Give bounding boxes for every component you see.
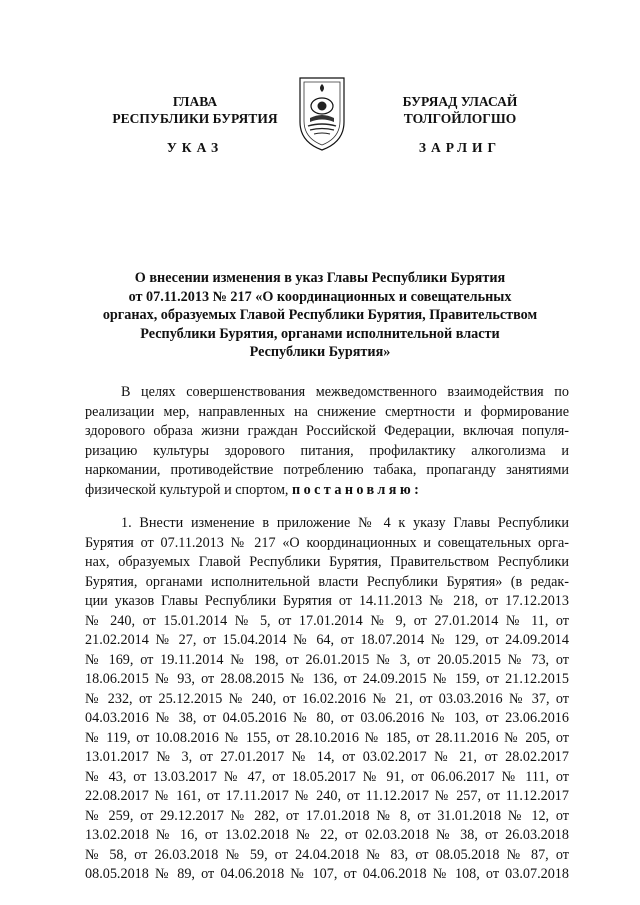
header-right	[360, 93, 560, 156]
paragraph-line: наркомании, противодействие потреблению табака, пропаганду занятиями	[85, 462, 569, 478]
paragraph-line: здорового образа жизни граждан Российской Федерации, включая популя-	[85, 423, 569, 439]
header-left-line1: ГЛАВА	[172, 94, 218, 109]
paragraph-line: физической культурой и спортом,	[85, 481, 289, 498]
title-line: Республики Бурятия, органами исполнительной власти	[140, 325, 500, 342]
paragraph-line: № 259, от 29.12.2017 № 282, от 17.01.2018 № 8, от 31.01.2018 № 12, от	[85, 807, 569, 824]
header-right-line2: ТОЛГОЙЛОГШО	[403, 111, 517, 126]
paragraph-line: 04.03.2016 № 38, от 04.05.2016 № 80, от 03.06.2016 № 103, от 23.06.2016	[85, 710, 569, 726]
coat-of-arms-icon	[296, 72, 348, 152]
paragraph-line: В целях совершенствования межведомственного взаимодействия по	[121, 384, 569, 400]
paragraph-line: № 240, от 15.01.2014 № 5, от 17.01.2014 № 9, от 27.01.2014 № 11, от	[85, 612, 569, 629]
paragraph-line: № 58, от 26.03.2018 № 59, от 24.04.2018 № 83, от 08.05.2018 № 87, от	[85, 846, 569, 863]
title-line: от 07.11.2013 № 217 «О координационных и совещательных	[128, 288, 512, 305]
paragraph-line: реализации мер, направленных на снижение смертности и формирование	[85, 403, 569, 420]
paragraph-line: Бурятия от 07.11.2013 № 217 «О координационных и совещательных орга-	[85, 534, 569, 551]
paragraph-line: 13.02.2018 № 16, от 13.02.2018 № 22, от 02.03.2018 № 38, от 26.03.2018	[85, 827, 569, 843]
paragraph-line: 08.05.2018 № 89, от 04.06.2018 № 107, от 04.06.2018 № 108, от 03.07.2018	[85, 866, 569, 882]
paragraph-line: ции указов Главы Республики Бурятия от 14.11.2013 № 218, от 17.12.2013	[85, 593, 569, 609]
header-right-doc-type: ЗАРЛИГ	[418, 140, 502, 155]
title-line: органах, образуемых Главой Республики Бурятия, Правительством	[102, 307, 538, 324]
paragraph-line: № 43, от 13.03.2017 № 47, от 18.05.2017 № 91, от 06.06.2017 № 111, от	[85, 768, 569, 785]
paragraph-line: Бурятия, органами исполнительной власти Республики Бурятия» (в редак-	[85, 573, 569, 590]
item-1-paragraph	[85, 514, 569, 885]
decree-word: постановляю:	[292, 481, 423, 498]
paragraph-line: нах, образуемых Главой Республики Бурятия, Правительством Республики	[85, 554, 569, 570]
paragraph-line: 1. Внести изменение в приложение № 4 к указу Главы Республики	[121, 515, 569, 531]
paragraph-line: ризацию культуры здорового питания, профилактику алкоголизма и	[85, 442, 569, 459]
paragraph-line: 22.08.2017 № 161, от 17.11.2017 № 240, от 11.12.2017 № 257, от 11.12.2017	[85, 788, 569, 804]
paragraph-line: № 232, от 25.12.2015 № 240, от 16.02.2016 № 21, от 03.03.2016 № 37, от	[85, 690, 569, 707]
title-line: Республики Бурятия»	[249, 344, 391, 361]
header-left-doc-type: УКАЗ	[166, 140, 224, 155]
paragraph-last-line	[85, 481, 569, 501]
header-left	[100, 93, 290, 156]
header-right-line1: БУРЯАД УЛАСАЙ	[402, 94, 518, 109]
paragraph-line: 13.01.2017 № 3, от 27.01.2017 № 14, от 03.02.2017 № 21, от 28.02.2017	[85, 749, 569, 765]
intro-paragraph	[85, 383, 569, 500]
paragraph-line: № 169, от 19.11.2014 № 198, от 26.01.2015 № 3, от 20.05.2015 № 73, от	[85, 651, 569, 668]
header-left-line2: РЕСПУБЛИКИ БУРЯТИЯ	[112, 111, 278, 126]
paragraph-line: № 119, от 10.08.2016 № 155, от 28.10.2016 № 185, от 28.11.2016 № 205, от	[85, 729, 569, 746]
paragraph-line: 21.02.2014 № 27, от 15.04.2014 № 64, от 18.07.2014 № 129, от 24.09.2014	[85, 632, 569, 648]
paragraph-line: 18.06.2015 № 93, от 28.08.2015 № 136, от 24.09.2015 № 159, от 21.12.2015	[85, 671, 569, 687]
title-line: О внесении изменения в указ Главы Республики Бурятия	[134, 270, 506, 286]
document-title	[70, 269, 570, 362]
